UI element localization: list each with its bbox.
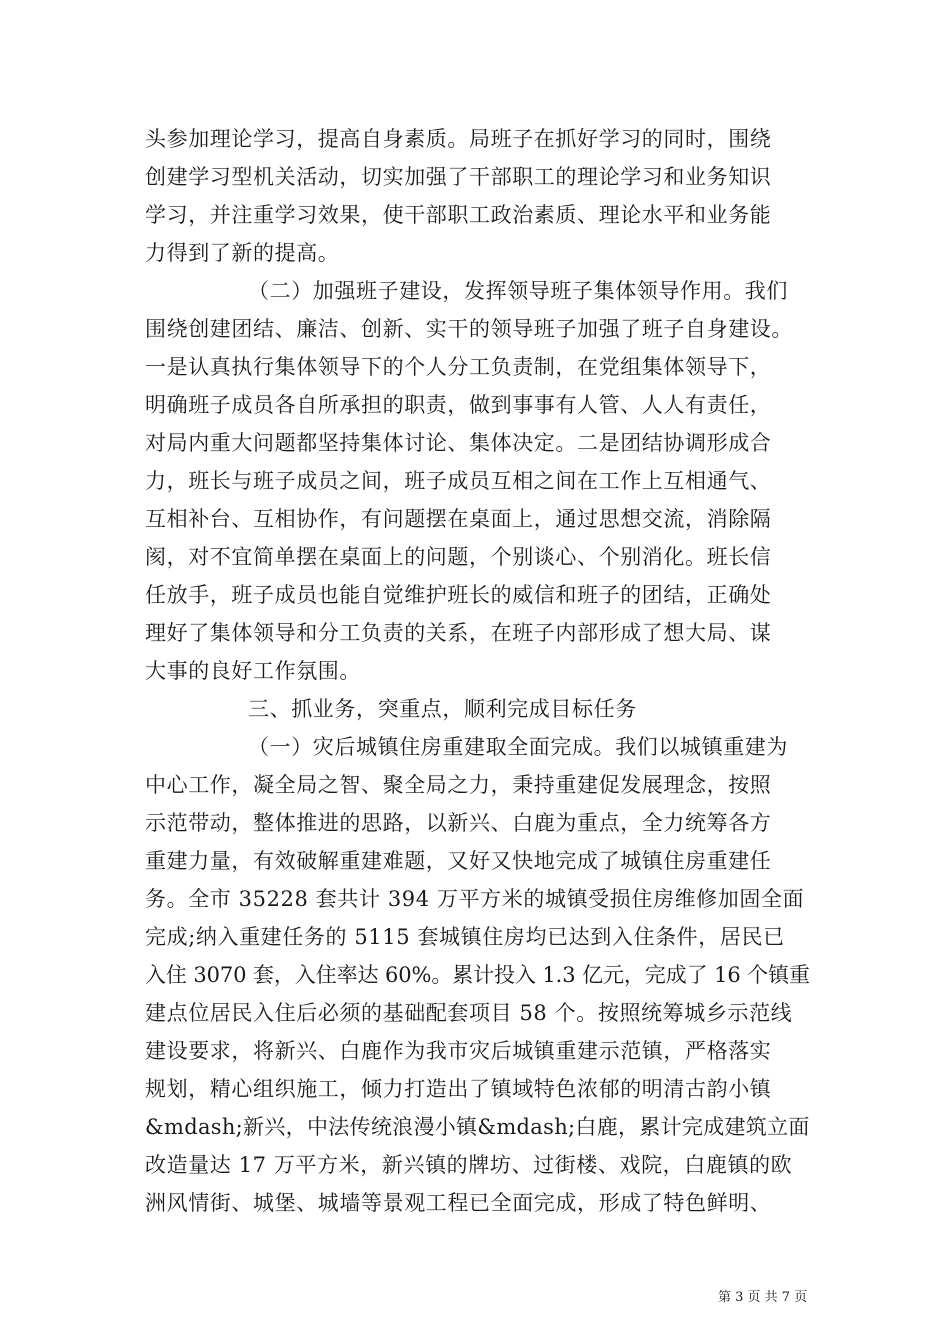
paragraph-line: 中心工作，凝全局之智、聚全局之力，秉持重建促发展理念，按照 bbox=[145, 773, 772, 797]
paragraph-line: 明确班子成员各自所承担的职责，做到事事有人管、人人有责任， bbox=[145, 393, 772, 417]
paragraph-line: 重建力量，有效破解重建难题，又好又快地完成了城镇住房重建任 bbox=[145, 849, 772, 873]
page-number: 第 3 页 共 7 页 bbox=[718, 1290, 808, 1305]
paragraph-line: 规划，精心组织施工，倾力打造出了镇域特色浓郁的明清古韵小镇 bbox=[145, 1077, 772, 1101]
paragraph-line: 完成;纳入重建任务的 5115 套城镇住房均已达到入住条件，居民已 bbox=[145, 925, 785, 949]
paragraph-line: 围绕创建团结、廉洁、创新、实干的领导班子加强了班子自身建设。 bbox=[145, 317, 793, 341]
paragraph-line: 力，班长与班子成员之间，班子成员互相之间在工作上互相通气、 bbox=[145, 469, 772, 493]
paragraph-line: 阂，对不宜简单摆在桌面上的问题，个别谈心、个别消化。班长信 bbox=[145, 545, 772, 569]
paragraph-line: 创建学习型机关活动，切实加强了干部职工的理论学习和业务知识 bbox=[145, 165, 772, 189]
section-heading: 三、抓业务，突重点，顺利完成目标任务 bbox=[248, 697, 637, 721]
paragraph-line: &mdash;新兴，中法传统浪漫小镇&mdash;白鹿，累计完成建筑立面 bbox=[145, 1115, 810, 1139]
paragraph-line: 示范带动，整体推进的思路，以新兴、白鹿为重点，全力统筹各方 bbox=[145, 811, 772, 835]
paragraph-line: 务。全市 35228 套共计 394 万平方米的城镇受损住房维修加固全面 bbox=[145, 887, 805, 911]
paragraph-heading-line: （二）加强班子建设，发挥领导班子集体领导作用。我们 bbox=[248, 279, 788, 303]
paragraph-line: 大事的良好工作氛围。 bbox=[145, 659, 361, 683]
paragraph-line: 对局内重大问题都坚持集体讨论、集体决定。二是团结协调形成合 bbox=[145, 431, 772, 455]
paragraph-line: 洲风情街、城堡、城墙等景观工程已全面完成，形成了特色鲜明、 bbox=[145, 1191, 772, 1215]
paragraph-line: 理好了集体领导和分工负责的关系，在班子内部形成了想大局、谋 bbox=[145, 621, 772, 645]
paragraph-line: 建设要求，将新兴、白鹿作为我市灾后城镇重建示范镇，严格落实 bbox=[145, 1039, 772, 1063]
paragraph-line: 建点位居民入住后必须的基础配套项目 58 个。按照统筹城乡示范线 bbox=[145, 1001, 793, 1025]
paragraph-line: 互相补台、互相协作，有问题摆在桌面上，通过思想交流，消除隔 bbox=[145, 507, 772, 531]
paragraph-line: 任放手，班子成员也能自觉维护班长的威信和班子的团结，正确处 bbox=[145, 583, 772, 607]
paragraph-line: 学习，并注重学习效果，使干部职工政治素质、理论水平和业务能 bbox=[145, 203, 772, 227]
paragraph-heading-line: （一）灾后城镇住房重建取全面完成。我们以城镇重建为 bbox=[248, 735, 788, 759]
paragraph-line: 头参加理论学习，提高自身素质。局班子在抓好学习的同时，围绕 bbox=[145, 127, 772, 151]
paragraph-line: 一是认真执行集体领导下的个人分工负责制，在党组集体领导下， bbox=[145, 355, 772, 379]
paragraph-line: 改造量达 17 万平方米，新兴镇的牌坊、过街楼、戏院，白鹿镇的欧 bbox=[145, 1153, 793, 1177]
paragraph-line: 入住 3070 套，入住率达 60%。累计投入 1.3 亿元，完成了 16 个镇重 bbox=[145, 963, 810, 987]
paragraph-line: 力得到了新的提高。 bbox=[145, 241, 340, 265]
